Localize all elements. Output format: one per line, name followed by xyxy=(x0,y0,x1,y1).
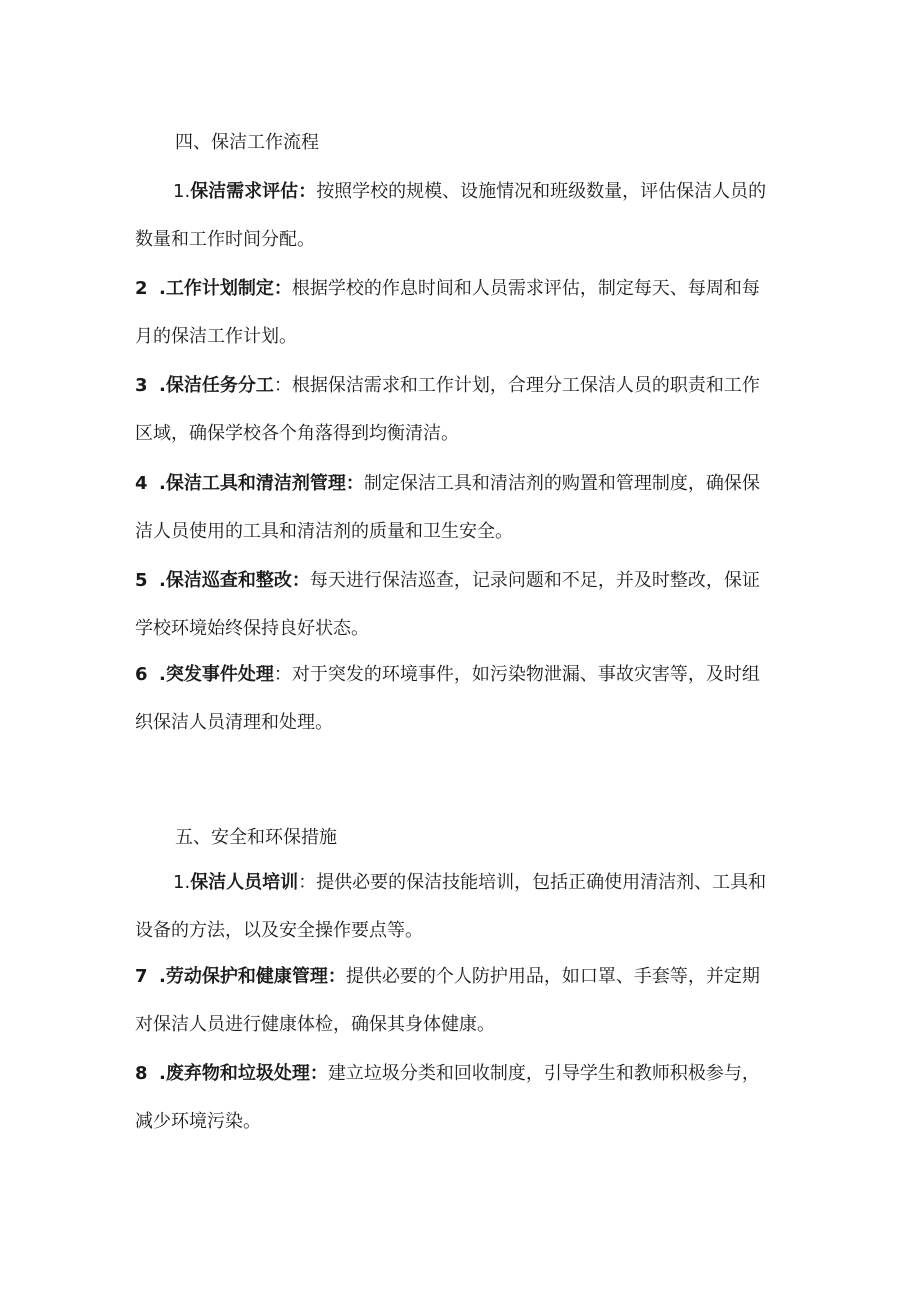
item-title: 保洁任务分工 xyxy=(165,375,274,396)
item-title: 废弃物和垃圾处理 xyxy=(165,1063,310,1084)
item-number-prefix: . xyxy=(159,278,166,299)
item-number-prefix: 1. xyxy=(173,872,191,893)
item-number-prefix: . xyxy=(159,1063,166,1084)
item-line-1 xyxy=(135,663,795,687)
item-number-prefix: . xyxy=(159,570,166,591)
item-number-prefix: . xyxy=(159,375,166,396)
section-4-item-1 xyxy=(135,180,795,252)
item-title: 工作计划制定 xyxy=(165,278,274,299)
item-number: 4 xyxy=(135,473,148,494)
item-line-2: 数量和工作时间分配。 xyxy=(135,229,315,250)
item-title: 保洁需求评估 xyxy=(190,181,299,202)
section-5-heading: 五、安全和环保措施 xyxy=(175,827,337,848)
item-line-2: 月的保洁工作计划。 xyxy=(135,326,297,347)
item-text: 按照学校的规模、设施情况和班级数量，评估保洁人员的 xyxy=(316,181,767,202)
item-line-1 xyxy=(135,871,795,895)
item-text: 对于突发的环境事件，如污染物泄漏、事故灾害等，及时组 xyxy=(291,664,760,685)
item-line-2: 洁人员使用的工具和清洁剂的质量和卫生安全。 xyxy=(135,521,513,542)
item-title: 保洁巡查和整改 xyxy=(165,570,292,591)
item-text: 提供必要的个人防护用品，如口罩、手套等，并定期 xyxy=(345,966,760,987)
item-number-prefix: . xyxy=(159,966,166,987)
item-number: 5 xyxy=(135,570,148,591)
item-title: 突发事件处理 xyxy=(165,664,274,685)
section-4-item-2 xyxy=(135,277,795,349)
item-line-2: 织保洁人员清理和处理。 xyxy=(135,712,333,733)
item-separator: ： xyxy=(345,473,364,494)
section-4-item-3 xyxy=(135,374,795,446)
item-number-prefix: 1. xyxy=(173,181,191,202)
item-number: 6 xyxy=(135,664,148,685)
item-line-2: 区域，确保学校各个角落得到均衡清洁。 xyxy=(135,423,459,444)
section-4-item-5 xyxy=(135,569,795,641)
item-line-1 xyxy=(135,374,795,398)
item-text: 建立垃圾分类和回收制度，引导学生和教师积极参与， xyxy=(327,1063,760,1084)
item-separator: ： xyxy=(309,1063,328,1084)
item-number-prefix: . xyxy=(159,664,166,685)
item-text: 制定保洁工具和清洁剂的购置和管理制度，确保保 xyxy=(363,473,760,494)
section-5-item-7 xyxy=(135,965,795,1037)
item-line-2: 设备的方法，以及安全操作要点等。 xyxy=(135,920,423,941)
item-text: 提供必要的保洁技能培训，包括正确使用清洁剂、工具和 xyxy=(316,872,767,893)
item-line-1 xyxy=(135,1062,795,1086)
item-separator: ： xyxy=(273,375,292,396)
item-separator: ： xyxy=(291,570,310,591)
item-title: 劳动保护和健康管理 xyxy=(165,966,328,987)
section-5-item-8 xyxy=(135,1062,795,1134)
item-text: 根据学校的作息时间和人员需求评估，制定每天、每周和每 xyxy=(291,278,760,299)
item-separator: ： xyxy=(327,966,346,987)
item-title: 保洁工具和清洁剂管理 xyxy=(165,473,346,494)
item-line-2: 减少环境污染。 xyxy=(135,1111,261,1132)
item-line-1 xyxy=(135,180,795,204)
item-text: 根据保洁需求和工作计划，合理分工保洁人员的职责和工作 xyxy=(291,375,760,396)
item-number-prefix: . xyxy=(159,473,166,494)
item-separator: ： xyxy=(273,664,292,685)
item-line-1 xyxy=(135,277,795,301)
item-line-1 xyxy=(135,472,795,496)
section-4-heading: 四、保洁工作流程 xyxy=(175,132,319,153)
section-4-item-6 xyxy=(135,663,795,735)
item-line-1 xyxy=(135,569,795,593)
item-number: 3 xyxy=(135,375,148,396)
item-separator: ： xyxy=(298,181,317,202)
item-text: 每天进行保洁巡查，记录问题和不足，并及时整改，保证 xyxy=(309,570,760,591)
section-5-item-1 xyxy=(135,871,795,943)
item-line-2: 学校环境始终保持良好状态。 xyxy=(135,618,369,639)
item-separator: ： xyxy=(273,278,292,299)
item-number: 2 xyxy=(135,278,148,299)
item-separator: ： xyxy=(298,872,317,893)
item-number: 7 xyxy=(135,966,148,987)
section-4-item-4 xyxy=(135,472,795,544)
item-number: 8 xyxy=(135,1063,148,1084)
item-line-2: 对保洁人员进行健康体检，确保其身体健康。 xyxy=(135,1014,495,1035)
item-title: 保洁人员培训 xyxy=(190,872,299,893)
item-line-1 xyxy=(135,965,795,989)
